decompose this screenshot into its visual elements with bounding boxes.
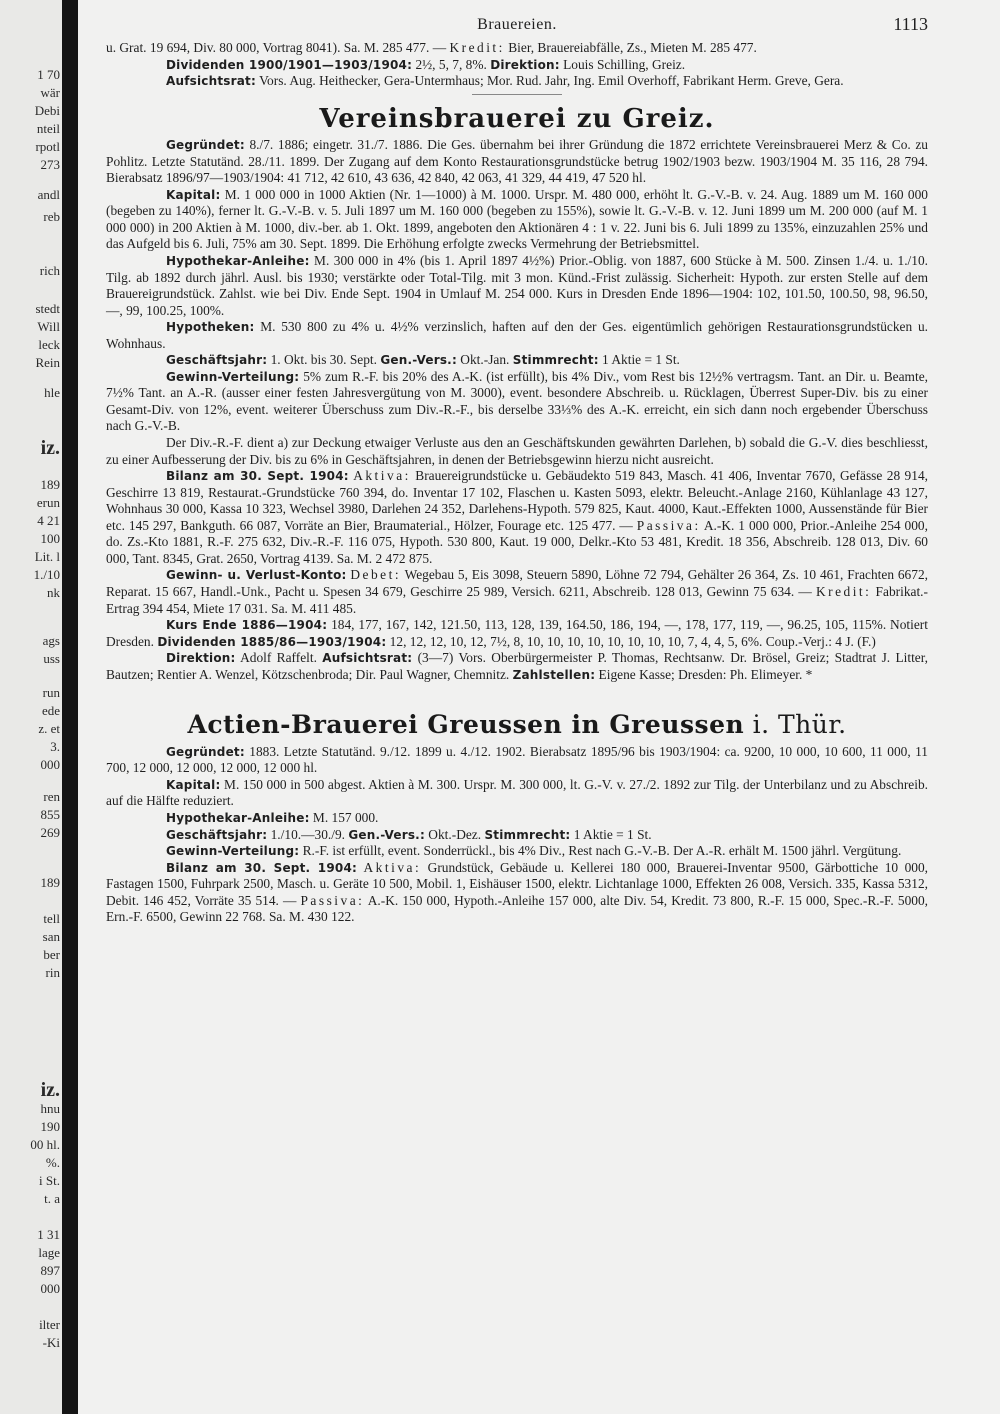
margin-fragment: 000 (40, 1281, 60, 1296)
margin-fragment: iz. (40, 1079, 60, 1101)
margin-fragment: Debi (34, 103, 60, 118)
margin-fragment: 00 hl. (30, 1137, 60, 1152)
entry-bilanz: Bilanz am 30. Sept. 1904: Aktiva: Brauereigrundstücke u. Gebäudekto 519 843, Masch. 41 406, Inventar 7670, Gefässe 28 914, Geschirre 13 819, Restaurat.-Grundstücke 760 394, do. Inventar 17 102, Flaschen u. Kasten 5093, elektr. Beleucht.-Anlage 2160, Kühlanlage 43 127, Wohnhaus 30 000, Kassa 10 323, Wechsel 3980, Darlehen 24 352, Darlehens-Hypoth. 579 825, Kaut. 4000, Kaut.-Effekten 1000, Aussenstände für Bier etc. 145 297, Bankguth. 66 087, Vorräte an Bier, Braumaterial., Hölzer, Fourage etc. 125 477. — Passiva: A.-K. 1 000 000, Prior.-Anleihe 254 000, do. Zs.-Kto 1881, R.-F. 275 632, Div.-R.-F. 116 075, Hypoth. 530 800, Kaut. 19 000, Delkr.-Kto 53 481, Kredit. 18 356, Abschreib. 128 013, Div. 60 000, Tant. 8345, Grat. 2650, Vortrag 4139. Sa. M. 2 472 875. (106, 468, 928, 566)
margin-fragment: 100 (40, 531, 60, 546)
margin-fragment: 000 (40, 757, 60, 772)
entry-kurs: Kurs Ende 1886—1904: 184, 177, 167, 142, 121.50, 113, 128, 139, 164.50, 186, 194, —, 178, 177, 119, —, 96.25, 105, 115%. Notiert Dresden. Dividenden 1885/86—1903/1904: 12, 12, 12, 10, 12, 7½, 8, 10, 10, 10, 10, 10, 10, 10, 10, 7, 4, 4, 5, 6%. Coup.-Verj.: 4 J. (F.) (106, 617, 928, 649)
margin-fragment: hle (44, 385, 60, 400)
book-gutter (62, 0, 78, 1414)
margin-fragment: lage (38, 1245, 60, 1260)
margin-fragment: ilter (39, 1317, 60, 1332)
margin-fragment: leck (38, 337, 60, 352)
margin-fragment: 273 (40, 157, 60, 172)
entry2-hypothekar-anleihe: Hypothekar-Anleihe: M. 157 000. (166, 809, 379, 825)
margin-fragment: andl (37, 187, 60, 202)
margin-fragment: ags (42, 633, 60, 648)
page-number: 1113 (893, 14, 928, 34)
entry-gegruendet: Gegründet: 8./7. 1886; eingetr. 31./7. 1886. Die Ges. übernahm bei ihrer Gründung die 1872 errichtete Vereinsbrauerei Merz & Co. zu Pohlitz. Letzte Statutänd. 28./11. 1899. Der Zugang auf dem Konto Restaurationsgrundstücke betrug 1902/1903 bezw. 1903/1904 M. 35 116, 28 794. Bierabsatz 1896/97—1903/1904: 41 712, 42 610, 43 636, 42 840, 42 063, 41 329, 44 419, 47 520 hl. (106, 137, 928, 186)
entry2-bilanz: Bilanz am 30. Sept. 1904: Aktiva: Grundstück, Gebäude u. Kellerei 180 000, Brauerei-Inventar 9500, Gärbottiche 10 000, Fastagen 1500, Fuhrpark 2500, Masch. u. Geräte 10 500, Mobil. 1, Eishäuser 1500, elektr. Lichtanlage 1000, Effekten 26 008, Versich. 335, Kassa 5312, Debit. 146 452, Vorräte 35 514. — Passiva: A.-K. 150 000, Hypoth.-Anleihe 157 000, alte Div. 54, Kredit. 73 800, R.-F. 15 000, Spec.-R.-F. 5000, Ern.-F. 6500, Gewinn 22 768. Sa. M. 430 122. (106, 859, 929, 925)
margin-fragment: 1 31 (37, 1227, 60, 1242)
entry2-gewinn-verteilung: Gewinn-Verteilung: R.-F. ist erfüllt, event. Sonderrückl., bis 4% Div., Rest nach G.-V.-B. Der A.-R. erhält M. 1500 jährl. Vergütung. (166, 843, 902, 859)
margin-fragment: ede (41, 703, 60, 718)
entry-hypotheken: Hypotheken: M. 530 800 zu 4% u. 4½% verzinslich, haften auf den der Ges. eigentümlich gehörigen Restaurationsgrundstücken u. Wohnhaus. (106, 319, 928, 351)
margin-fragment: ber (43, 947, 60, 962)
margin-fragment: iz. (40, 437, 60, 459)
margin-fragment: 897 (40, 1263, 60, 1278)
margin-fragment: -Ki (42, 1335, 60, 1350)
margin-fragment: Lit. l (34, 549, 60, 564)
margin-fragment: reb (43, 209, 60, 224)
page-content (106, 14, 928, 926)
margin-fragment: run (42, 685, 60, 700)
margin-fragment: san (42, 929, 60, 944)
margin-fragment: 189 (40, 477, 60, 492)
entry-direktion: Direktion: Adolf Raffelt. Aufsichtsrat: (3—7) Vors. Oberbürgermeister P. Thomas, Rechtsanw. Dr. Brösel, Greiz; Stadtrat J. Litter, Bautzen; Rentier A. Wenzel, Kötzschenbroda; Dir. Paul Wagner, Chemnitz. Zahlstellen: Eigene Kasse; Dresden: Ph. Elimeyer. * (106, 650, 929, 682)
entry2-geschaeftsjahr: Geschäftsjahr: 1./10.—30./9. Gen.-Vers.: Okt.-Dez. Stimmrecht: 1 Aktie = 1 St. (166, 826, 652, 842)
margin-fragment: z. et (38, 721, 60, 736)
margin-fragment: nteil (36, 121, 60, 136)
prev-entry-dividends: Dividenden 1900/1901—1903/1904: 2½, 5, 7, 8%. Direktion: Louis Schilling, Greiz. (166, 56, 686, 72)
margin-fragment: nk (47, 585, 60, 600)
margin-fragment: hnu (40, 1101, 60, 1116)
margin-fragment: erun (36, 495, 60, 510)
running-head (106, 14, 928, 40)
prev-entry-continuation: u. Grat. 19 694, Div. 80 000, Vortrag 8041). Sa. M. 285 477. — Kredit: Bier, Brauereiabfälle, Zs., Mieten M. 285 477. (106, 40, 757, 55)
entry-gewinn-verlust: Gewinn- u. Verlust-Konto: Debet: Wegebau 5, Eis 3098, Steuern 5890, Löhne 72 794, Gehälter 26 364, Zs. 10 461, Frachten 6672, Reparat. 15 667, Handl.-Unk., Pacht u. Spesen 34 679, Geschirre 25 989, Versich. 6211, Abschreib. 128 013, Gewinn 75 634. — Kredit: Fabrikat.-Ertrag 394 454, Miete 17 031. Sa. M. 411 485. (106, 567, 928, 616)
entry2-gegruendet: Gegründet: 1883. Letzte Statutänd. 9./12. 1899 u. 4./12. 1902. Bierabsatz 1895/96 bis 1903/1904: ca. 9200, 10 000, 10 600, 11 000, 11 700, 12 000, 12 000, 12 000, 12 000 hl. (106, 743, 928, 776)
margin-fragment: %. (45, 1155, 60, 1170)
margin-fragment: 4 21 (37, 513, 60, 528)
margin-fragment: 1 70 (37, 67, 60, 82)
entry-kapital: Kapital: M. 1 000 000 in 1000 Aktien (Nr. 1—1000) à M. 1000. Urspr. M. 480 000, erhöht lt. G.-V.-B. v. 24. Aug. 1889 um M. 160 000 (begeben zu 140%), ferner lt. G.-V.-B. v. 5. Juli 1897 um M. 160 000 (begeben zu 155%), sowie lt. G.-V.-B. v. 12. Juni 1899 um M. 200 000 (auf M. 1 000 000) in 200 Aktien à M. 1000, div.-ber. ab 1. Okt. 1899, angeboten den Aktionären 4 : 1 v. 22. Juni bis 6. Juli 1899 zu 135%, einzuzahlen 25% und das Aufgeld bis 6. Juli, 75% am 30. Sept. 1899. Die Erhöhung erfolgte zwecks Vermehrung der Betriebsmittel. (106, 186, 928, 252)
entry-gewinn-verteilung: Gewinn-Verteilung: 5% zum R.-F. bis 20% des A.-K. (ist erfüllt), bis 4% Div., vom Rest bis 12½% vertragsm. Tant. an Dir. u. Beamte, 7½% Tant. an A.-R. (ausser einer festen Jahresvergütung von M. 3000), event. besondere Abschreib. u. Rücklagen, Überrest Super-Div. bis zu einer Gesamt-Div. von 12%, event. weiterer Überschuss zum Div.-R.-F., bis derselbe 33⅓% des A.-K. erreicht, ein sich dann noch ergebender Überschuss nach G.-V.-B. (106, 368, 928, 434)
company-title-vereinsbrauerei: Vereinsbrauerei zu Greiz. (319, 103, 715, 134)
entry-div-rf-note: Der Div.-R.-F. dient a) zur Deckung etwaiger Verluste aus den an Geschäftskunden gewährten Darlehen, b) sobald die G.-V. dies beschliesst, zu einer Aufbesserung der Div. bis zu 6% in Geschäftsjahren, in denen der Betriebsgewinn hierzu nicht ausreicht. (106, 435, 928, 467)
entry-hypothekar-anleihe: Hypothekar-Anleihe: M. 300 000 in 4% (bis 1. April 1897 4½%) Prior.-Oblig. von 1887, 600 Stücke à M. 500. Zinsen 1./4. u. 1./10. Tilg. ab 1892 durch jährl. Ausl. bis 1930; verstärkte oder Total-Tilg. mit 3 mon. Künd.-Frist zulässig. Sicherheit: Hypoth. zur ersten Stelle auf dem Brauereigrundstück. Zahlst. wie bei Div. Ende Sept. 1904 in Umlauf M. 254 000. Kurs in Dresden Ende 1896—1904: 102, 101.50, 100.50, 98, 96.50, —, 99, 100.25, 100%. (106, 253, 928, 318)
margin-fragment: uss (43, 651, 60, 666)
margin-fragment: t. a (44, 1191, 60, 1206)
margin-fragment: ren (43, 789, 60, 804)
adjacent-page-margin (0, 0, 62, 1414)
entry-geschaeftsjahr: Geschäftsjahr: 1. Okt. bis 30. Sept. Gen.-Vers.: Okt.-Jan. Stimmrecht: 1 Aktie = 1 St. (166, 352, 680, 368)
margin-fragment: Will (37, 319, 60, 334)
margin-fragment: 189 (40, 875, 60, 890)
margin-fragment: rin (45, 965, 60, 980)
separator-rule (472, 94, 562, 95)
margin-fragment: stedt (35, 301, 60, 316)
prev-entry-aufsichtsrat: Aufsichtsrat: Vors. Aug. Heithecker, Gera-Untermhaus; Mor. Rud. Jahr, Ing. Emil Overhoff, Fabrikant Herm. Greve, Gera. (166, 73, 844, 89)
margin-fragment: 855 (40, 807, 60, 822)
margin-fragment: rpotl (35, 139, 60, 154)
margin-fragment: wär (40, 85, 60, 100)
margin-fragment: 1./10 (33, 567, 60, 582)
running-title: Brauereien. (477, 16, 557, 33)
margin-fragment: 3. (50, 739, 60, 754)
company-title-actien-brauerei-greussen: Actien-Brauerei Greussen in Greussen i. Thür. (187, 710, 847, 740)
margin-fragment: 190 (40, 1119, 60, 1134)
margin-fragment: tell (43, 911, 60, 926)
margin-fragment: rich (39, 263, 60, 278)
margin-fragment: 269 (40, 825, 60, 840)
entry2-kapital: Kapital: M. 150 000 in 500 abgest. Aktien à M. 300. Urspr. M. 300 000, lt. G.-V. v. 27./2. 1892 zur Tilg. der Unterbilanz und zu Abschreib. auf die Hälfte reduziert. (106, 776, 928, 809)
margin-fragment: Rein (35, 355, 60, 370)
margin-fragment: i St. (39, 1173, 60, 1188)
